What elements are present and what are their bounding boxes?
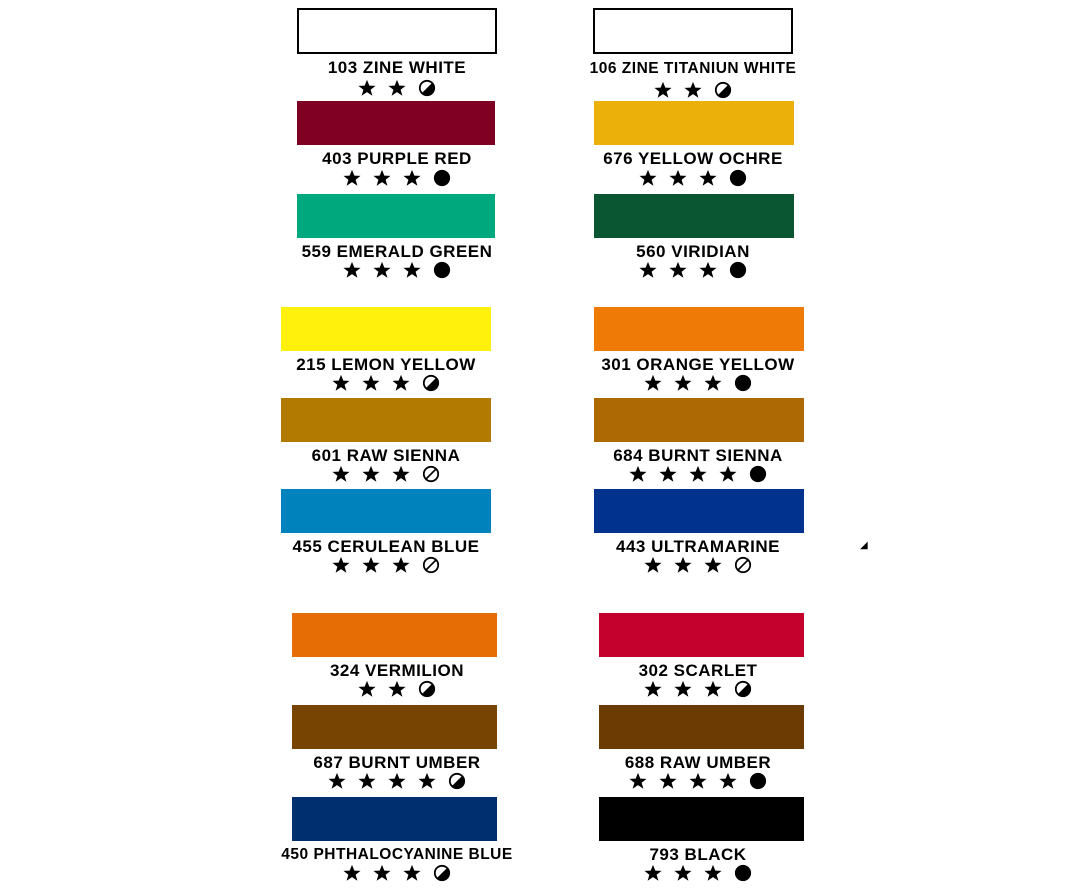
star-icon: [719, 772, 737, 790]
color-card-455: [226, 489, 546, 579]
star-icon: [659, 465, 677, 483]
swatch-103: [297, 8, 497, 54]
opacity-half-icon: [448, 772, 466, 790]
color-label: 106 ZINE TITANIUN WHITE: [589, 60, 797, 77]
star-icon: [388, 79, 406, 97]
swatch-403: [297, 101, 495, 145]
opacity-empty-icon: [422, 556, 440, 574]
swatch-301: [594, 307, 804, 351]
star-icon: [704, 680, 722, 698]
star-icon: [392, 556, 410, 574]
rating: [237, 78, 557, 98]
swatch-793: [599, 797, 804, 841]
color-label: 793 BLACK: [649, 845, 747, 864]
color-card-688: [538, 705, 858, 795]
swatch-450: [292, 797, 497, 841]
star-icon: [719, 465, 737, 483]
rating: [226, 373, 546, 393]
swatch-601: [281, 398, 491, 442]
color-card-560: [533, 194, 853, 284]
color-card-793: [538, 797, 858, 887]
star-icon: [343, 864, 361, 882]
opacity-half-icon: [418, 680, 436, 698]
swatch-443: [594, 489, 804, 533]
star-icon: [358, 680, 376, 698]
rating: [226, 464, 546, 484]
star-icon: [644, 864, 662, 882]
swatch-687: [292, 705, 497, 749]
rating: [538, 863, 858, 883]
star-icon: [403, 261, 421, 279]
star-icon: [328, 772, 346, 790]
star-icon: [674, 374, 692, 392]
color-label: 676 YELLOW OCHRE: [603, 149, 783, 168]
swatch-302: [599, 613, 804, 657]
opacity-empty-icon: [422, 465, 440, 483]
opacity-half-icon: [418, 79, 436, 97]
swatch-215: [281, 307, 491, 351]
star-icon: [629, 772, 647, 790]
color-label: 324 VERMILION: [329, 661, 465, 680]
rating: [533, 168, 853, 188]
opacity-full-icon: [433, 261, 451, 279]
swatch-559: [297, 194, 495, 238]
color-label: 688 RAW UMBER: [624, 753, 772, 772]
opacity-half-icon: [422, 374, 440, 392]
color-label: 301 ORANGE YELLOW: [601, 355, 795, 374]
rating: [237, 771, 557, 791]
opacity-full-icon: [749, 465, 767, 483]
color-card-676: [533, 101, 853, 191]
rating: [237, 863, 557, 883]
star-icon: [639, 169, 657, 187]
color-card-601: [226, 398, 546, 488]
swatch-455: [281, 489, 491, 533]
rating: [237, 260, 557, 280]
star-icon: [373, 261, 391, 279]
star-icon: [362, 556, 380, 574]
star-icon: [699, 169, 717, 187]
star-icon: [654, 81, 672, 99]
color-card-215: [226, 307, 546, 397]
opacity-half-icon: [714, 81, 732, 99]
swatch-560: [594, 194, 794, 238]
star-icon: [704, 556, 722, 574]
swatch-324: [292, 613, 497, 657]
swatch-106: [593, 8, 793, 54]
star-icon: [689, 772, 707, 790]
color-label: 443 ULTRAMARINE: [616, 537, 780, 556]
star-icon: [332, 465, 350, 483]
star-icon: [669, 169, 687, 187]
rating: [237, 168, 557, 188]
rating: [538, 771, 858, 791]
star-icon: [358, 772, 376, 790]
color-label: 684 BURNT SIENNA: [613, 446, 783, 465]
color-label: 302 SCARLET: [638, 661, 758, 680]
star-icon: [639, 261, 657, 279]
color-card-450: [237, 797, 557, 887]
star-icon: [629, 465, 647, 483]
opacity-half-icon: [433, 864, 451, 882]
opacity-full-icon: [734, 864, 752, 882]
star-icon: [373, 169, 391, 187]
star-icon: [659, 772, 677, 790]
star-icon: [388, 680, 406, 698]
opacity-full-icon: [749, 772, 767, 790]
color-label: 559 EMERALD GREEN: [301, 242, 493, 261]
swatch-688: [599, 705, 804, 749]
star-icon: [358, 79, 376, 97]
rating: [533, 80, 853, 100]
color-label: 450 PHTHALOCYANINE BLUE: [281, 846, 513, 863]
color-label: 403 PURPLE RED: [322, 149, 472, 168]
color-label: 560 VIRIDIAN: [636, 242, 750, 261]
star-icon: [343, 169, 361, 187]
color-label: 455 CERULEAN BLUE: [292, 537, 480, 556]
color-card-403: [237, 101, 557, 191]
star-icon: [332, 374, 350, 392]
rating: [538, 555, 858, 575]
star-icon: [644, 374, 662, 392]
star-icon: [689, 465, 707, 483]
rating: [538, 464, 858, 484]
star-icon: [388, 772, 406, 790]
star-icon: [684, 81, 702, 99]
star-icon: [704, 374, 722, 392]
swatch-684: [594, 398, 804, 442]
star-icon: [392, 374, 410, 392]
rating: [538, 679, 858, 699]
star-icon: [674, 680, 692, 698]
opacity-empty-icon: [734, 556, 752, 574]
color-label: 215 LEMON YELLOW: [296, 355, 476, 374]
opacity-full-icon: [433, 169, 451, 187]
opacity-half-icon: [734, 680, 752, 698]
rating: [237, 679, 557, 699]
star-icon: [392, 465, 410, 483]
color-card-443: [538, 489, 858, 579]
star-icon: [362, 374, 380, 392]
star-icon: [403, 864, 421, 882]
color-card-103: [237, 8, 557, 98]
star-icon: [403, 169, 421, 187]
opacity-full-icon: [734, 374, 752, 392]
color-card-687: [237, 705, 557, 795]
star-icon: [418, 772, 436, 790]
star-icon: [704, 864, 722, 882]
color-card-559: [237, 194, 557, 284]
star-icon: [343, 261, 361, 279]
star-icon: [362, 465, 380, 483]
color-label: 601 RAW SIENNA: [311, 446, 461, 465]
opacity-full-icon: [729, 169, 747, 187]
rating: [533, 260, 853, 280]
color-card-301: [538, 307, 858, 397]
color-card-684: [538, 398, 858, 488]
color-label: 687 BURNT UMBER: [313, 753, 481, 772]
color-card-106: [533, 8, 853, 98]
swatch-676: [594, 101, 794, 145]
star-icon: [699, 261, 717, 279]
rating: [226, 555, 546, 575]
star-icon: [332, 556, 350, 574]
star-icon: [674, 864, 692, 882]
star-icon: [644, 556, 662, 574]
color-card-302: [538, 613, 858, 703]
color-label: 103 ZINE WHITE: [327, 58, 467, 77]
star-icon: [644, 680, 662, 698]
opacity-full-icon: [729, 261, 747, 279]
color-card-324: [237, 613, 557, 703]
corner-mark-icon: ◢: [860, 540, 868, 551]
star-icon: [669, 261, 687, 279]
star-icon: [373, 864, 391, 882]
rating: [538, 373, 858, 393]
star-icon: [674, 556, 692, 574]
